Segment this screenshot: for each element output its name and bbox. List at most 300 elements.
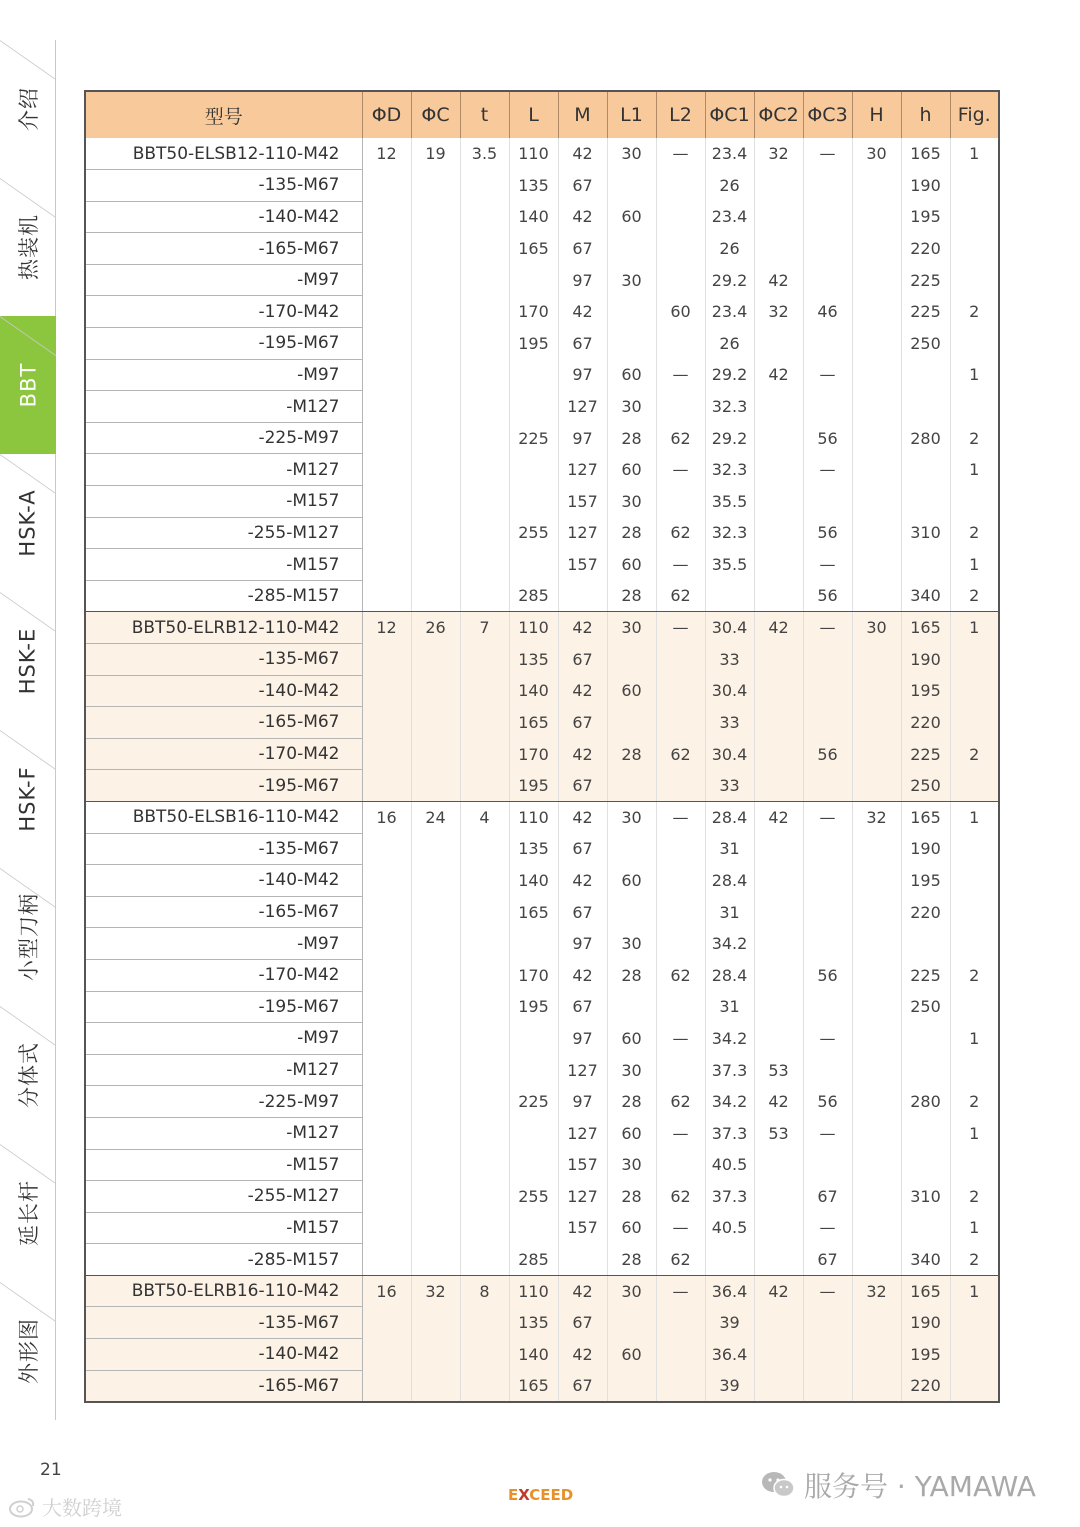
value-cell (803, 707, 852, 739)
value-cell: 62 (656, 1086, 705, 1118)
value-cell: 62 (656, 580, 705, 612)
value-cell: 60 (607, 359, 656, 391)
value-cell (362, 738, 411, 770)
value-cell (803, 833, 852, 865)
value-cell (852, 454, 901, 486)
value-cell (411, 296, 460, 328)
table-row (85, 612, 999, 644)
value-cell (411, 1117, 460, 1149)
side-tab-label: 外形图 (16, 1318, 41, 1384)
value-cell (460, 486, 509, 518)
value-cell (509, 1023, 558, 1055)
value-cell: 97 (558, 422, 607, 454)
value-cell: 67 (558, 233, 607, 265)
value-cell: — (656, 1023, 705, 1055)
watermark-right (760, 1465, 1036, 1505)
value-cell: 31 (705, 896, 754, 928)
value-cell: 37.3 (705, 1181, 754, 1213)
value-cell: 36.4 (705, 1275, 754, 1307)
value-cell: 30 (607, 1054, 656, 1086)
value-cell (411, 422, 460, 454)
side-tab-label: HSK-F (15, 766, 40, 832)
model-cell: -M157 (85, 486, 362, 518)
value-cell (656, 1054, 705, 1086)
value-cell (656, 928, 705, 960)
model-cell: -285-M157 (85, 580, 362, 612)
model-cell: -225-M97 (85, 422, 362, 454)
value-cell (950, 675, 999, 707)
value-cell: 29.2 (705, 422, 754, 454)
value-cell (411, 1307, 460, 1339)
value-cell: 62 (656, 1244, 705, 1276)
value-cell (754, 738, 803, 770)
value-cell: 165 (509, 233, 558, 265)
value-cell: 110 (509, 801, 558, 833)
side-tab-0[interactable] (0, 40, 56, 178)
value-cell: 140 (509, 675, 558, 707)
value-cell: — (656, 612, 705, 644)
side-tab-2[interactable] (0, 316, 56, 454)
value-cell (460, 549, 509, 581)
value-cell (950, 486, 999, 518)
value-cell (460, 928, 509, 960)
value-cell (803, 328, 852, 360)
table-row (85, 264, 999, 296)
value-cell: 2 (950, 1244, 999, 1276)
side-tab-6[interactable] (0, 868, 56, 1006)
model-cell: -135-M67 (85, 833, 362, 865)
value-cell (411, 549, 460, 581)
value-cell (411, 486, 460, 518)
side-tab-label: BBT (16, 362, 40, 408)
model-cell: BBT50-ELRB12-110-M42 (85, 612, 362, 644)
value-cell: 60 (607, 1339, 656, 1371)
brand-logo-prefix: E (508, 1486, 519, 1504)
value-cell (754, 675, 803, 707)
value-cell (460, 233, 509, 265)
value-cell: 127 (558, 454, 607, 486)
value-cell (852, 1054, 901, 1086)
value-cell (460, 359, 509, 391)
value-cell (803, 201, 852, 233)
value-cell (411, 707, 460, 739)
table-row (85, 1149, 999, 1181)
value-cell (803, 1054, 852, 1086)
model-cell: -M127 (85, 1117, 362, 1149)
weibo-icon (8, 1496, 36, 1518)
value-cell: 67 (558, 991, 607, 1023)
value-cell: 42 (754, 1275, 803, 1307)
value-cell: 285 (509, 1244, 558, 1276)
value-cell: 97 (558, 264, 607, 296)
column-header: ΦC (411, 91, 460, 138)
value-cell: 26 (705, 328, 754, 360)
value-cell: 30.4 (705, 675, 754, 707)
value-cell: 32.3 (705, 391, 754, 423)
value-cell: 67 (558, 833, 607, 865)
value-cell (558, 580, 607, 612)
value-cell (901, 1149, 950, 1181)
value-cell: 1 (950, 801, 999, 833)
value-cell: 24 (411, 801, 460, 833)
value-cell: 67 (558, 896, 607, 928)
value-cell: 67 (558, 170, 607, 202)
value-cell (803, 170, 852, 202)
value-cell: 140 (509, 865, 558, 897)
column-header: L2 (656, 91, 705, 138)
side-nav (0, 40, 56, 1440)
value-cell (411, 233, 460, 265)
value-cell (460, 1117, 509, 1149)
value-cell: 190 (901, 644, 950, 676)
value-cell (607, 1307, 656, 1339)
value-cell (362, 1149, 411, 1181)
value-cell: 170 (509, 296, 558, 328)
value-cell: 340 (901, 1244, 950, 1276)
value-cell: 2 (950, 1181, 999, 1213)
value-cell (754, 896, 803, 928)
value-cell: 225 (901, 738, 950, 770)
side-tab-divider (0, 730, 55, 770)
table-row (85, 1054, 999, 1086)
value-cell (950, 928, 999, 960)
value-cell: 170 (509, 738, 558, 770)
side-tab-label: 延长杆 (16, 1180, 41, 1246)
value-cell (411, 391, 460, 423)
value-cell: 67 (803, 1181, 852, 1213)
model-cell: -195-M67 (85, 328, 362, 360)
table-row (85, 1086, 999, 1118)
table-row (85, 1212, 999, 1244)
value-cell (950, 201, 999, 233)
value-cell: 255 (509, 1181, 558, 1213)
value-cell: 19 (411, 138, 460, 170)
value-cell (803, 991, 852, 1023)
value-cell (852, 201, 901, 233)
value-cell (411, 1370, 460, 1402)
side-tab-1[interactable] (0, 178, 56, 316)
value-cell (362, 264, 411, 296)
value-cell: 110 (509, 138, 558, 170)
value-cell (509, 391, 558, 423)
value-cell (460, 1086, 509, 1118)
side-tab-3[interactable] (0, 454, 56, 592)
value-cell (656, 991, 705, 1023)
watermark-left-text: 大数跨境 (42, 1496, 122, 1520)
value-cell (754, 1023, 803, 1055)
value-cell: 42 (754, 1086, 803, 1118)
model-cell: -255-M127 (85, 517, 362, 549)
value-cell (362, 391, 411, 423)
value-cell: 2 (950, 738, 999, 770)
value-cell: 30.4 (705, 612, 754, 644)
value-cell: 110 (509, 612, 558, 644)
value-cell: 29.2 (705, 264, 754, 296)
value-cell (362, 833, 411, 865)
value-cell (460, 391, 509, 423)
value-cell: — (656, 801, 705, 833)
table-row (85, 1339, 999, 1371)
table-row (85, 486, 999, 518)
value-cell (754, 1181, 803, 1213)
value-cell: 42 (558, 959, 607, 991)
value-cell (411, 580, 460, 612)
value-cell (411, 1244, 460, 1276)
value-cell: 32 (754, 138, 803, 170)
value-cell (803, 391, 852, 423)
value-cell (411, 1149, 460, 1181)
value-cell (607, 833, 656, 865)
value-cell (754, 1212, 803, 1244)
model-cell: -135-M67 (85, 644, 362, 676)
value-cell (607, 296, 656, 328)
value-cell (411, 675, 460, 707)
value-cell: 30 (607, 486, 656, 518)
value-cell (901, 549, 950, 581)
value-cell (950, 865, 999, 897)
value-cell (852, 1023, 901, 1055)
value-cell (901, 1212, 950, 1244)
value-cell: 3.5 (460, 138, 509, 170)
value-cell: 42 (558, 738, 607, 770)
value-cell: 30 (852, 138, 901, 170)
value-cell (754, 170, 803, 202)
value-cell (852, 1181, 901, 1213)
value-cell (852, 928, 901, 960)
value-cell: — (656, 359, 705, 391)
value-cell (460, 1149, 509, 1181)
value-cell (656, 1339, 705, 1371)
value-cell: 67 (558, 328, 607, 360)
value-cell (803, 1149, 852, 1181)
value-cell (607, 644, 656, 676)
model-cell: -195-M67 (85, 770, 362, 802)
model-cell: -M97 (85, 1023, 362, 1055)
value-cell: 60 (656, 296, 705, 328)
value-cell (754, 833, 803, 865)
value-cell (460, 1307, 509, 1339)
value-cell (607, 896, 656, 928)
value-cell: 7 (460, 612, 509, 644)
value-cell: — (803, 612, 852, 644)
table-row (85, 675, 999, 707)
value-cell (460, 580, 509, 612)
side-tab-7[interactable] (0, 1006, 56, 1144)
value-cell (803, 928, 852, 960)
value-cell (362, 1339, 411, 1371)
value-cell: 23.4 (705, 296, 754, 328)
value-cell: 56 (803, 580, 852, 612)
side-tab-8[interactable] (0, 1144, 56, 1282)
value-cell (656, 391, 705, 423)
value-cell: 42 (558, 612, 607, 644)
value-cell (754, 233, 803, 265)
table-row (85, 865, 999, 897)
value-cell (852, 1244, 901, 1276)
value-cell (754, 580, 803, 612)
value-cell (852, 1307, 901, 1339)
value-cell (460, 170, 509, 202)
table-row (85, 138, 999, 170)
model-cell: -M127 (85, 391, 362, 423)
value-cell: 165 (901, 138, 950, 170)
value-cell (656, 675, 705, 707)
value-cell (509, 486, 558, 518)
value-cell: 165 (509, 896, 558, 928)
value-cell (362, 959, 411, 991)
value-cell (852, 770, 901, 802)
value-cell: 33 (705, 644, 754, 676)
value-cell: 32.3 (705, 454, 754, 486)
value-cell (362, 517, 411, 549)
value-cell (509, 928, 558, 960)
value-cell (460, 1054, 509, 1086)
value-cell: — (803, 138, 852, 170)
value-cell: 165 (901, 612, 950, 644)
value-cell: 190 (901, 1307, 950, 1339)
value-cell: 28 (607, 1181, 656, 1213)
value-cell: 195 (901, 865, 950, 897)
side-tab-5[interactable] (0, 730, 56, 868)
value-cell (754, 549, 803, 581)
value-cell: 12 (362, 612, 411, 644)
value-cell (950, 170, 999, 202)
value-cell (901, 454, 950, 486)
value-cell: 195 (509, 770, 558, 802)
value-cell (950, 1054, 999, 1086)
value-cell: 60 (607, 1023, 656, 1055)
value-cell: 67 (558, 1307, 607, 1339)
watermark-right-text: 服务号 · YAMAWA (804, 1470, 1036, 1503)
column-header: t (460, 91, 509, 138)
value-cell (460, 296, 509, 328)
value-cell (852, 896, 901, 928)
value-cell (460, 770, 509, 802)
side-tab-9[interactable] (0, 1282, 56, 1420)
table-header-row (85, 91, 999, 138)
model-cell: -225-M97 (85, 1086, 362, 1118)
value-cell (607, 233, 656, 265)
value-cell: 135 (509, 644, 558, 676)
value-cell (852, 707, 901, 739)
value-cell (411, 833, 460, 865)
value-cell (852, 170, 901, 202)
value-cell: 250 (901, 770, 950, 802)
value-cell (901, 1023, 950, 1055)
value-cell (656, 1149, 705, 1181)
value-cell (852, 1339, 901, 1371)
value-cell: 190 (901, 170, 950, 202)
value-cell (607, 991, 656, 1023)
value-cell (852, 517, 901, 549)
value-cell (852, 264, 901, 296)
value-cell: 60 (607, 865, 656, 897)
side-tab-label: 介绍 (16, 87, 41, 131)
value-cell: 53 (754, 1054, 803, 1086)
value-cell: 127 (558, 391, 607, 423)
value-cell (362, 707, 411, 739)
value-cell: 220 (901, 233, 950, 265)
value-cell (460, 1181, 509, 1213)
value-cell (362, 1054, 411, 1086)
value-cell (803, 675, 852, 707)
value-cell: 157 (558, 1212, 607, 1244)
value-cell: 60 (607, 1212, 656, 1244)
column-header: 型号 (85, 91, 362, 138)
value-cell: — (803, 1275, 852, 1307)
value-cell (852, 959, 901, 991)
model-cell: -M157 (85, 1212, 362, 1244)
value-cell: 32 (852, 801, 901, 833)
value-cell: 60 (607, 201, 656, 233)
value-cell: 1 (950, 454, 999, 486)
value-cell: 32 (852, 1275, 901, 1307)
value-cell: 140 (509, 1339, 558, 1371)
value-cell: — (656, 1275, 705, 1307)
model-cell: -170-M42 (85, 296, 362, 328)
value-cell: 165 (509, 707, 558, 739)
value-cell: 220 (901, 896, 950, 928)
value-cell: 28 (607, 517, 656, 549)
value-cell: 225 (901, 296, 950, 328)
table-row (85, 801, 999, 833)
value-cell: 157 (558, 549, 607, 581)
side-tab-label: HSK-A (15, 489, 40, 557)
value-cell (803, 1370, 852, 1402)
table-row (85, 201, 999, 233)
value-cell (950, 1307, 999, 1339)
value-cell: 39 (705, 1307, 754, 1339)
side-tab-label: 小型刀柄 (16, 893, 41, 981)
value-cell (754, 770, 803, 802)
value-cell: 30 (852, 612, 901, 644)
value-cell (803, 770, 852, 802)
value-cell: 35.5 (705, 486, 754, 518)
value-cell (852, 833, 901, 865)
table-row (85, 1244, 999, 1276)
value-cell (656, 1307, 705, 1339)
value-cell: 42 (558, 801, 607, 833)
value-cell: 67 (558, 1370, 607, 1402)
value-cell (901, 391, 950, 423)
model-cell: -255-M127 (85, 1181, 362, 1213)
value-cell (362, 644, 411, 676)
value-cell: 2 (950, 422, 999, 454)
value-cell: 340 (901, 580, 950, 612)
value-cell (460, 707, 509, 739)
model-cell: -285-M157 (85, 1244, 362, 1276)
value-cell: 2 (950, 296, 999, 328)
value-cell: 62 (656, 959, 705, 991)
value-cell: 62 (656, 1181, 705, 1213)
model-cell: BBT50-ELSB16-110-M42 (85, 801, 362, 833)
value-cell: 4 (460, 801, 509, 833)
side-tab-divider (0, 316, 56, 356)
brand-logo-suffix: CEED (529, 1486, 574, 1504)
value-cell: 34.2 (705, 1023, 754, 1055)
value-cell (460, 422, 509, 454)
value-cell (411, 1054, 460, 1086)
value-cell (852, 1149, 901, 1181)
table-row (85, 991, 999, 1023)
value-cell (852, 738, 901, 770)
side-tab-4[interactable] (0, 592, 56, 730)
model-cell: -140-M42 (85, 675, 362, 707)
value-cell (656, 770, 705, 802)
value-cell: 42 (754, 612, 803, 644)
model-cell: -165-M67 (85, 896, 362, 928)
value-cell: 42 (558, 1339, 607, 1371)
